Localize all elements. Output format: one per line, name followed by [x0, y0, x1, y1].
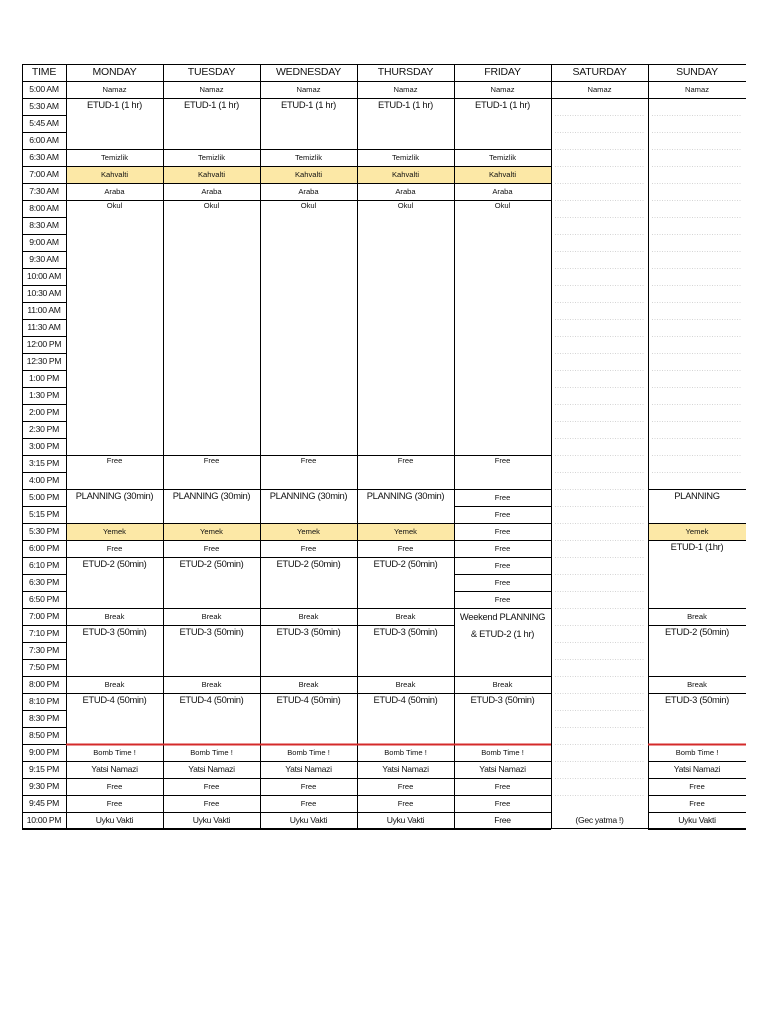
time-label: 7:00 AM: [29, 168, 59, 179]
event-bomb-time[interactable]: Bomb Time !: [93, 747, 136, 757]
time-label: 6:00 AM: [29, 134, 59, 145]
event-yemek[interactable]: Yemek: [297, 526, 320, 536]
event-namaz[interactable]: Namaz: [587, 84, 612, 94]
time-label: 8:50 PM: [29, 729, 59, 740]
event-free[interactable]: Free: [106, 543, 123, 553]
time-label: 6:00 PM: [29, 542, 59, 553]
header-sunday: SUNDAY: [676, 65, 718, 78]
event-okul[interactable]: Okul: [106, 201, 123, 210]
time-label: 11:30 AM: [27, 321, 61, 332]
header-friday: FRIDAY: [484, 65, 521, 78]
event-bomb-time[interactable]: Bomb Time !: [384, 747, 427, 757]
time-label: 9:30 AM: [29, 253, 59, 264]
event-kahvalti[interactable]: Kahvalti: [391, 169, 420, 179]
event-free[interactable]: Free: [494, 577, 511, 587]
event-free[interactable]: Free: [494, 492, 511, 502]
time-label: 2:00 PM: [29, 406, 59, 417]
event-etud-3-50min[interactable]: ETUD-3 (50min): [276, 626, 341, 637]
header-tuesday: TUESDAY: [187, 65, 236, 78]
event-uyku-vakti[interactable]: Uyku Vakti: [192, 814, 231, 825]
weekly-schedule-table: [22, 64, 746, 836]
event-break[interactable]: Break: [687, 679, 707, 689]
event-uyku-vakti[interactable]: Uyku Vakti: [289, 814, 328, 825]
event-free[interactable]: Free: [494, 543, 511, 553]
time-label: 3:00 PM: [29, 440, 59, 451]
time-label: 6:10 PM: [29, 559, 59, 570]
event-free[interactable]: Free: [689, 798, 705, 808]
event-break[interactable]: Break: [104, 611, 125, 621]
event-araba[interactable]: Araba: [201, 186, 222, 196]
time-label: 5:00 PM: [29, 491, 59, 502]
event-free[interactable]: Free: [397, 543, 414, 553]
event-break[interactable]: Break: [395, 679, 416, 689]
event-break[interactable]: Break: [492, 679, 513, 689]
event-yatsi-namazi[interactable]: Yatsi Namazi: [285, 763, 332, 774]
time-label: 10:00 PM: [26, 814, 62, 825]
event-free[interactable]: Free: [397, 781, 414, 791]
event-break[interactable]: Break: [201, 679, 222, 689]
event-temizlik[interactable]: Temizlik: [488, 152, 516, 162]
event-free[interactable]: Free: [106, 798, 123, 808]
header-time: TIME: [31, 65, 57, 78]
event-araba[interactable]: Araba: [492, 186, 513, 196]
event-yemek[interactable]: Yemek: [103, 526, 126, 536]
time-label: 10:00 AM: [27, 270, 61, 281]
event-weekend-planning-etud-2-1-hr[interactable]: Weekend PLANNING & ETUD-2 (1 hr): [459, 611, 546, 639]
header-saturday: SATURDAY: [572, 65, 627, 78]
event-namaz[interactable]: Namaz: [684, 84, 710, 94]
event-araba[interactable]: Araba: [104, 186, 125, 196]
time-label: 8:30 PM: [29, 712, 59, 723]
time-label: 8:00 PM: [29, 678, 59, 689]
event-temizlik[interactable]: Temizlik: [100, 152, 128, 162]
time-label: 9:00 PM: [29, 746, 59, 757]
time-label: 5:00 AM: [29, 83, 59, 94]
event-kahvalti[interactable]: Kahvalti: [488, 169, 517, 179]
event-etud-2-50min[interactable]: ETUD-2 (50min): [82, 558, 147, 569]
event-etud-3-50min[interactable]: ETUD-3 (50min): [470, 694, 535, 705]
header-monday: MONDAY: [92, 65, 137, 78]
event-etud-2-50min[interactable]: ETUD-2 (50min): [179, 558, 244, 569]
time-label: 8:10 PM: [29, 695, 59, 706]
event-araba[interactable]: Araba: [395, 186, 416, 196]
event-yatsi-namazi[interactable]: Yatsi Namazi: [673, 763, 721, 774]
event-free[interactable]: Free: [203, 543, 220, 553]
event-yemek[interactable]: Yemek: [200, 526, 223, 536]
event-uyku-vakti[interactable]: Uyku Vakti: [678, 814, 716, 825]
time-label: 7:00 PM: [29, 610, 59, 621]
event-etud-1-1-hr[interactable]: ETUD-1 (1 hr): [87, 99, 142, 110]
event-etud-1-1-hr[interactable]: ETUD-1 (1 hr): [475, 99, 530, 110]
event-free[interactable]: Free: [397, 456, 414, 465]
event-free[interactable]: Free: [300, 798, 317, 808]
event-etud-3-50min[interactable]: ETUD-3 (50min): [179, 626, 244, 637]
event-etud-1-1-hr[interactable]: ETUD-1 (1 hr): [378, 99, 433, 110]
time-label: 5:15 PM: [29, 508, 59, 519]
event-free[interactable]: Free: [106, 781, 123, 791]
event-free[interactable]: Free: [203, 781, 220, 791]
time-label: 8:00 AM: [29, 202, 59, 213]
event-free[interactable]: Free: [494, 456, 511, 465]
time-label: 5:45 AM: [29, 117, 59, 128]
event-namaz[interactable]: Namaz: [393, 84, 418, 94]
event-yatsi-namazi[interactable]: Yatsi Namazi: [91, 763, 138, 774]
event-etud-3-50min[interactable]: ETUD-3 (50min): [664, 694, 730, 705]
event-break[interactable]: Break: [201, 611, 222, 621]
event-kahvalti[interactable]: Kahvalti: [100, 169, 129, 179]
event-free[interactable]: Free: [203, 798, 220, 808]
event-break[interactable]: Break: [298, 679, 319, 689]
event-etud-1-1-hr[interactable]: ETUD-1 (1 hr): [281, 99, 336, 110]
time-label: 6:30 PM: [29, 576, 59, 587]
time-label: 4:00 PM: [29, 474, 59, 485]
event-planning-30min[interactable]: PLANNING (30min): [172, 490, 251, 501]
time-label: 9:00 AM: [29, 236, 59, 247]
event-bomb-time[interactable]: Bomb Time !: [481, 747, 524, 757]
event-namaz[interactable]: Namaz: [102, 84, 127, 94]
time-label: 5:30 PM: [29, 525, 59, 536]
time-label: 9:45 PM: [29, 797, 59, 808]
event-free[interactable]: Free: [494, 814, 511, 825]
time-label: 12:30 PM: [26, 355, 62, 366]
time-label: 6:30 AM: [29, 151, 59, 162]
time-label: 1:00 PM: [29, 372, 59, 383]
event-free[interactable]: Free: [494, 560, 511, 570]
event-free[interactable]: Free: [300, 456, 317, 465]
event-okul[interactable]: Okul: [494, 201, 511, 210]
event-etud-4-50min[interactable]: ETUD-4 (50min): [179, 694, 244, 705]
time-label: 11:00 AM: [27, 304, 61, 315]
event-etud-1-1hr[interactable]: ETUD-1 (1hr): [670, 541, 724, 552]
event-kahvalti[interactable]: Kahvalti: [294, 169, 323, 179]
event-yemek[interactable]: Yemek: [685, 526, 709, 536]
event-etud-2-50min[interactable]: ETUD-2 (50min): [373, 558, 438, 569]
time-label: 8:30 AM: [29, 219, 59, 230]
event-planning-30min[interactable]: PLANNING (30min): [269, 490, 348, 501]
event-bomb-time[interactable]: Bomb Time !: [675, 747, 719, 757]
event-break[interactable]: Break: [687, 611, 707, 621]
event-free[interactable]: Free: [494, 509, 511, 519]
time-label: 3:15 PM: [29, 457, 59, 468]
event-break[interactable]: Break: [298, 611, 319, 621]
event-etud-4-50min[interactable]: ETUD-4 (50min): [276, 694, 341, 705]
event-planning[interactable]: PLANNING: [674, 490, 720, 501]
time-label: 9:30 PM: [29, 780, 59, 791]
time-label: 5:30 AM: [29, 100, 59, 111]
event-okul[interactable]: Okul: [203, 201, 220, 210]
time-label: 2:30 PM: [29, 423, 59, 434]
event-okul[interactable]: Okul: [300, 201, 317, 210]
event-temizlik[interactable]: Temizlik: [294, 152, 322, 162]
event-bomb-time[interactable]: Bomb Time !: [287, 747, 330, 757]
event-etud-4-50min[interactable]: ETUD-4 (50min): [373, 694, 438, 705]
event-etud-3-50min[interactable]: ETUD-3 (50min): [373, 626, 438, 637]
event-break[interactable]: Break: [104, 679, 125, 689]
time-label: 9:15 PM: [29, 763, 59, 774]
event-planning-30min[interactable]: PLANNING (30min): [75, 490, 154, 501]
event-free[interactable]: Free: [300, 781, 317, 791]
header-thursday: THURSDAY: [377, 65, 434, 78]
time-label: 12:00 PM: [26, 338, 62, 349]
event-temizlik[interactable]: Temizlik: [391, 152, 419, 162]
event-yatsi-namazi[interactable]: Yatsi Namazi: [382, 763, 429, 774]
event-free[interactable]: Free: [106, 456, 123, 465]
event-namaz[interactable]: Namaz: [490, 84, 515, 94]
event-etud-2-50min[interactable]: ETUD-2 (50min): [276, 558, 341, 569]
time-label: 7:10 PM: [29, 627, 59, 638]
event-gec-yatma[interactable]: (Gec yatma !): [575, 814, 624, 825]
event-temizlik[interactable]: Temizlik: [197, 152, 225, 162]
event-yatsi-namazi[interactable]: Yatsi Namazi: [479, 763, 526, 774]
event-araba[interactable]: Araba: [298, 186, 319, 196]
event-free[interactable]: Free: [689, 781, 705, 791]
event-free[interactable]: Free: [300, 543, 317, 553]
event-uyku-vakti[interactable]: Uyku Vakti: [95, 814, 134, 825]
event-free[interactable]: Free: [494, 526, 511, 536]
event-planning-30min[interactable]: PLANNING (30min): [366, 490, 445, 501]
header-wednesday: WEDNESDAY: [275, 65, 342, 78]
event-etud-4-50min[interactable]: ETUD-4 (50min): [82, 694, 147, 705]
event-okul[interactable]: Okul: [397, 201, 414, 210]
event-break[interactable]: Break: [395, 611, 416, 621]
time-label: 7:50 PM: [29, 661, 59, 672]
event-kahvalti[interactable]: Kahvalti: [197, 169, 226, 179]
time-label: 7:30 PM: [29, 644, 59, 655]
event-uyku-vakti[interactable]: Uyku Vakti: [386, 814, 425, 825]
event-namaz[interactable]: Namaz: [199, 84, 224, 94]
time-label: 10:30 AM: [27, 287, 61, 298]
event-etud-2-50min[interactable]: ETUD-2 (50min): [664, 626, 730, 637]
event-free[interactable]: Free: [494, 781, 511, 791]
time-label: 1:30 PM: [29, 389, 59, 400]
event-etud-3-50min[interactable]: ETUD-3 (50min): [82, 626, 147, 637]
time-label: 6:50 PM: [29, 593, 59, 604]
event-free[interactable]: Free: [203, 456, 220, 465]
event-bomb-time[interactable]: Bomb Time !: [190, 747, 233, 757]
event-free[interactable]: Free: [494, 594, 511, 604]
event-free[interactable]: Free: [397, 798, 414, 808]
event-free[interactable]: Free: [494, 798, 511, 808]
event-namaz[interactable]: Namaz: [296, 84, 321, 94]
event-yemek[interactable]: Yemek: [394, 526, 417, 536]
event-etud-1-1-hr[interactable]: ETUD-1 (1 hr): [184, 99, 239, 110]
event-yatsi-namazi[interactable]: Yatsi Namazi: [188, 763, 235, 774]
time-label: 7:30 AM: [29, 185, 59, 196]
